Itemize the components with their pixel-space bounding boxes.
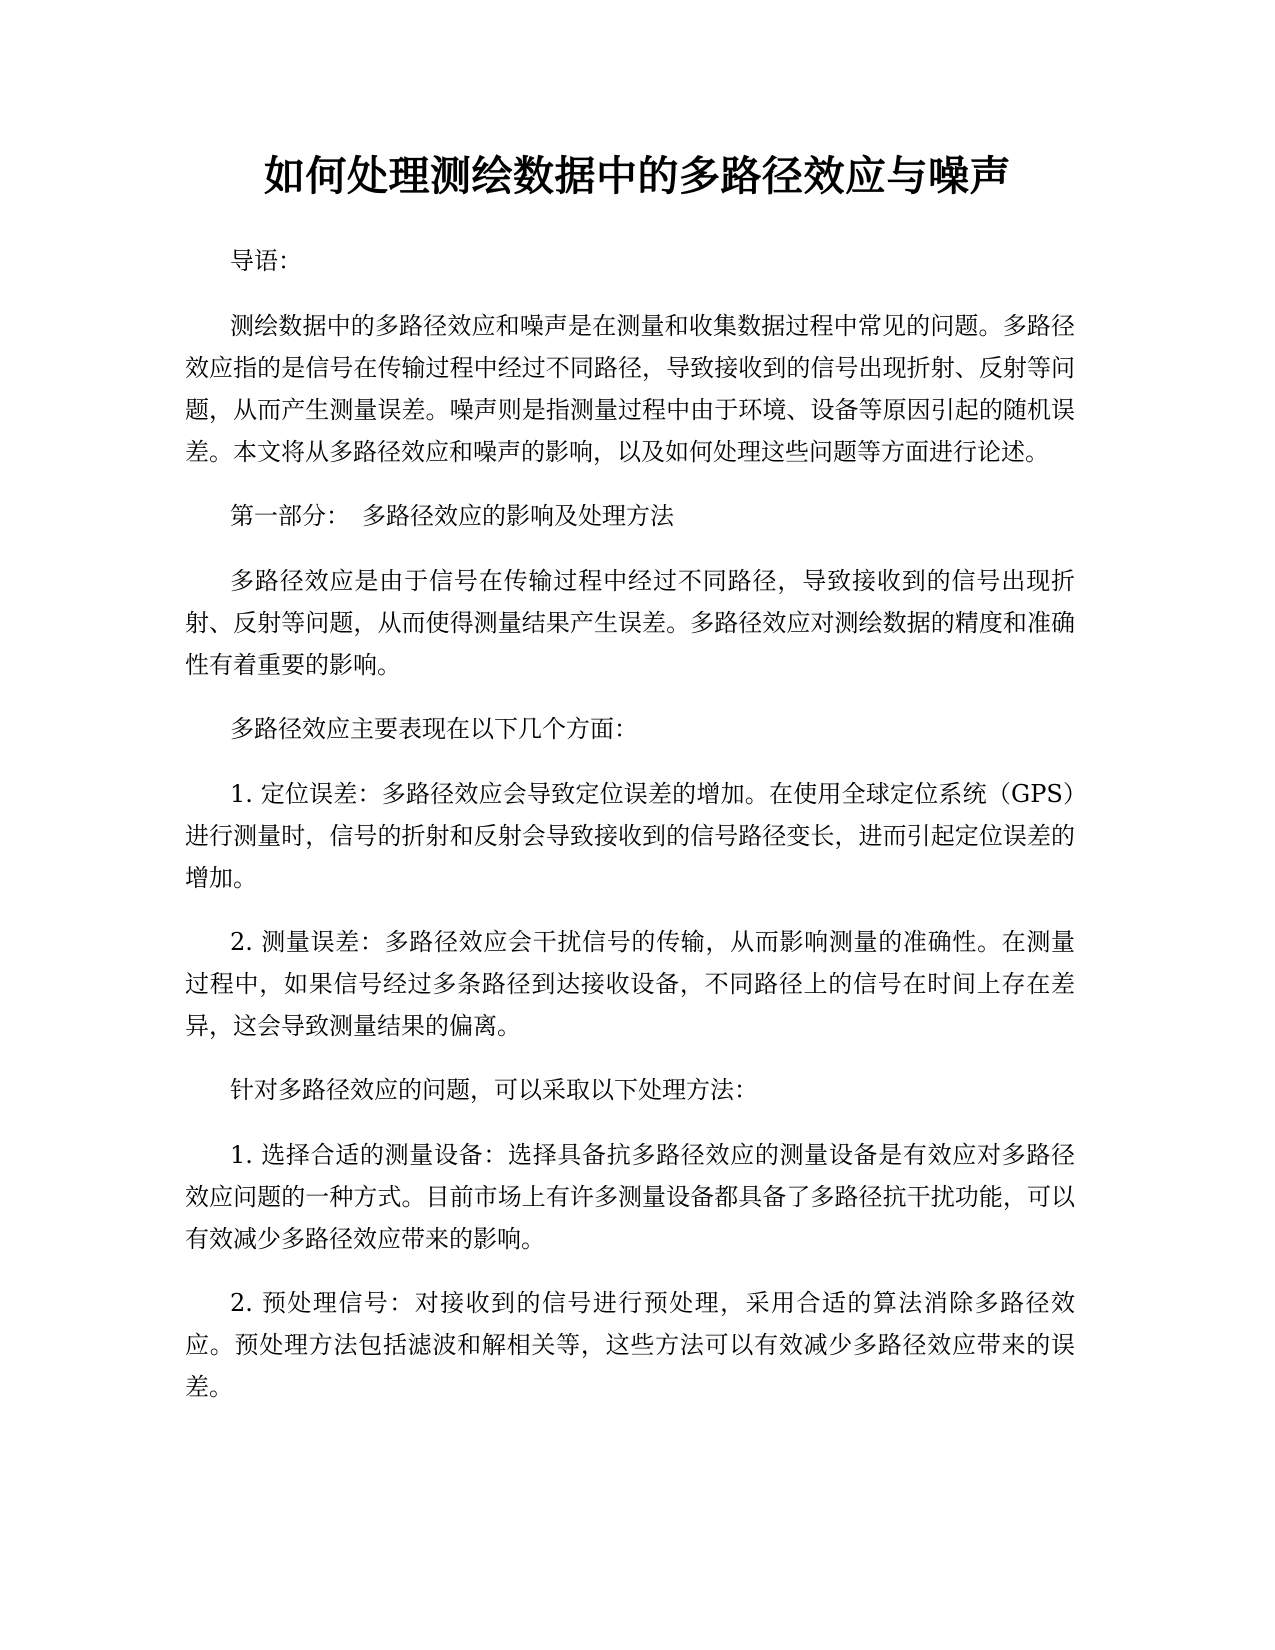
section-heading-part-one: 第一部分： 多路径效应的影响及处理方法 xyxy=(230,502,674,530)
document-title: 如何处理测绘数据中的多路径效应与噪声 xyxy=(264,152,1011,200)
list-item-choose-equipment: 1. 选择合适的测量设备：选择具备抗多路径效应的测量设备是有效应对多路径效应问题的一种方式。目前市场上有许多测量设备都具备了多路径抗干扰功能，可以有效减少多路径效应带来的影响。 xyxy=(185,1141,1075,1253)
paragraph-intro: 测绘数据中的多路径效应和噪声是在测量和收集数据过程中常见的问题。多路径效应指的是信号在传输过程中经过不同路径，导致接收到的信号出现折射、反射等问题，从而产生测量误差。噪声则是指测量过程中由于环境、设备等原因引起的随机误差。本文将从多路径效应和噪声的影响，以及如何处理这些问题等方面进行论述。 xyxy=(185,312,1075,466)
paragraph-aspects-lead: 多路径效应主要表现在以下几个方面： xyxy=(230,715,638,743)
document-body xyxy=(185,240,1075,1430)
list-item-positioning-error: 1. 定位误差：多路径效应会导致定位误差的增加。在使用全球定位系统（GPS）进行测量时，信号的折射和反射会导致接收到的信号路径变长，进而引起定位误差的增加。 xyxy=(185,780,1075,892)
paragraph-multipath-definition: 多路径效应是由于信号在传输过程中经过不同路径，导致接收到的信号出现折射、反射等问题，从而使得测量结果产生误差。多路径效应对测绘数据的精度和准确性有着重要的影响。 xyxy=(185,567,1075,679)
list-item-measurement-error: 2. 测量误差：多路径效应会干扰信号的传输，从而影响测量的准确性。在测量过程中，如果信号经过多条路径到达接收设备，不同路径上的信号在时间上存在差异，这会导致测量结果的偏离。 xyxy=(185,928,1075,1040)
paragraph-methods-lead: 针对多路径效应的问题，可以采取以下处理方法： xyxy=(230,1076,758,1104)
list-item-preprocess-signal: 2. 预处理信号：对接收到的信号进行预处理，采用合适的算法消除多路径效应。预处理方法包括滤波和解相关等，这些方法可以有效减少多路径效应带来的误差。 xyxy=(185,1289,1075,1401)
paragraph-intro-label: 导语： xyxy=(230,247,302,275)
